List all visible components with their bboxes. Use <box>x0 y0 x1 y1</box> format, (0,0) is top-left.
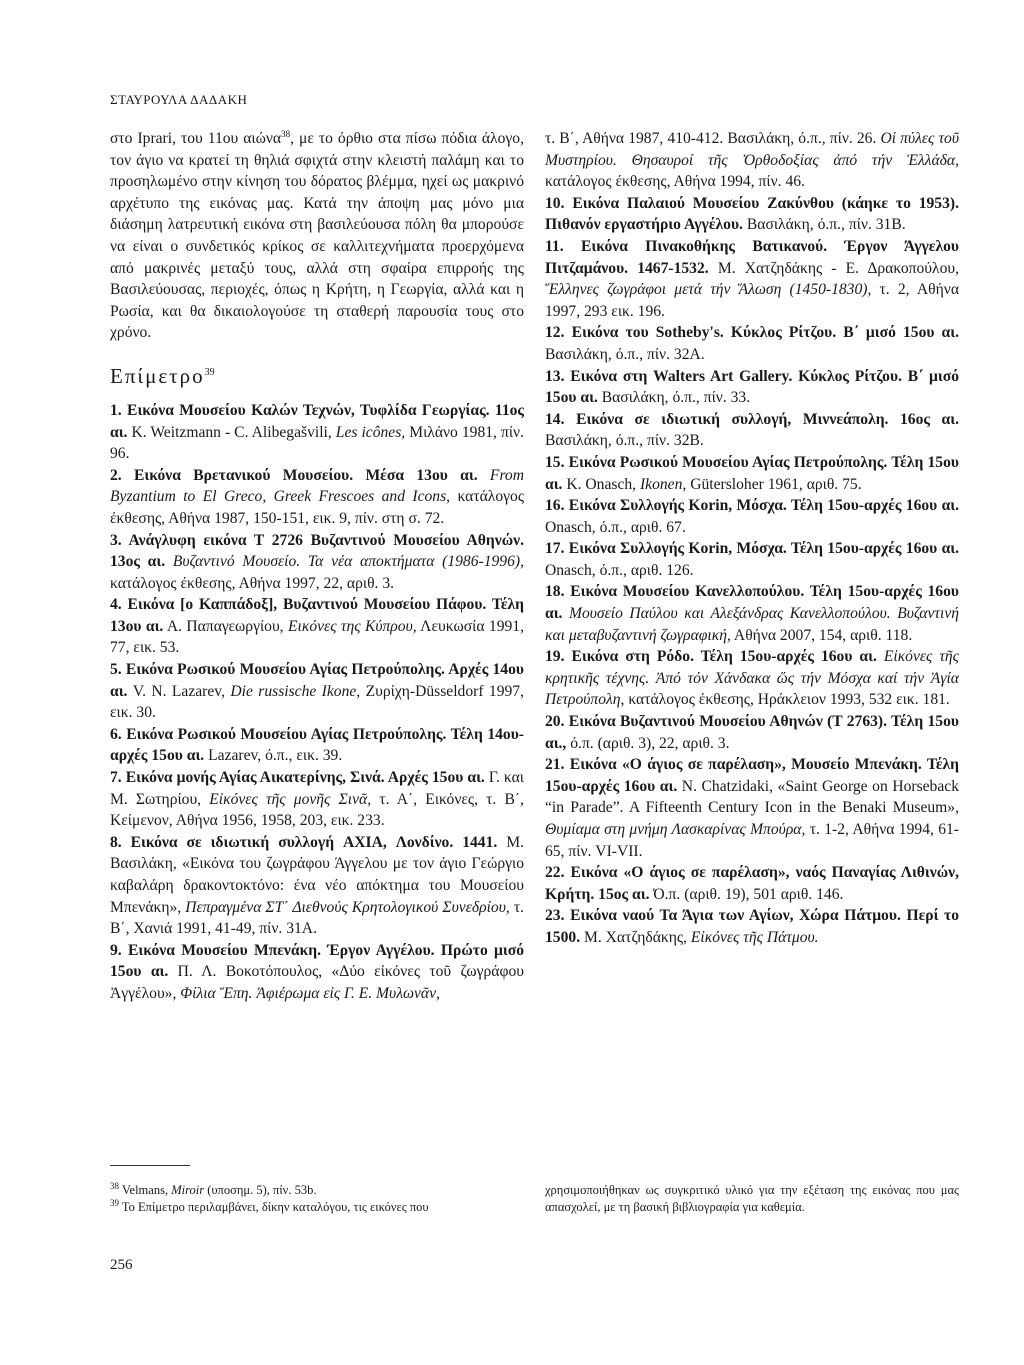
footnote-divider <box>110 1165 190 1166</box>
footnote-39-continued: χρησιμοποιήθηκαν ως συγκριτικό υλικό για την εξέταση της εικόνας που μας απασχολεί, με τη βασική βιβλιογραφία για καθεμία. <box>545 1183 959 1214</box>
entry-text: Ό.π. (αριθ. 19), 501 αριθ. 146. <box>649 885 844 903</box>
entry-text: Α. Παπαγεωργίου, <box>163 617 288 635</box>
catalogue-entry-7 <box>110 767 524 832</box>
catalogue-entry-10 <box>545 193 959 236</box>
entry-title: 5. Εικόνα Ρωσικού Μουσείου Αγίας Πετρούπολης. Αρχές 14ου αι. <box>110 661 524 700</box>
entry-work-title: Θυμίαμα στη μνήμη Λασκαρίνας Μπούρα, <box>545 821 806 838</box>
entry-text: Μ. Χατζηδάκης, <box>580 928 691 946</box>
entry-text: Μ. Χατζηδάκης - Ε. Δρακοπούλου, <box>708 259 960 277</box>
footnote-38 <box>110 1182 524 1199</box>
page-number: 256 <box>110 1257 133 1273</box>
entry-work-title: Ikonen, <box>639 475 687 493</box>
entry-title: 12. Εικόνα του Sotheby's. Κύκλος Ρίτζου. Β΄ μισό 15ου αι. <box>545 324 959 342</box>
entry-text: N. Chatzidaki, «Saint George on Horseback “in Parade”. A Fifteenth Century Icon in the Benaki Museum», <box>545 777 959 817</box>
entry-title: 1. Εικόνα Μουσείου Καλών Τεχνών, Τυφλίδα Γεωργίας. 11ος αι. <box>110 401 524 441</box>
footnote-ref-39[interactable]: 39 <box>204 366 215 378</box>
entry-tail: κατάλογος έκθεσης, Αθήνα 1994, πίν. 46. <box>545 173 805 191</box>
entry-title: 23. Εικόνα ναού Τα Άγια των Αγίων, Χώρα Πάτμου. Περί το 1500. <box>545 907 959 946</box>
section-heading-text: Επίμετρο <box>110 363 205 388</box>
entry-work-title: Ἕλληνες ζωγράφοι μετά τήν Ἅλωση (1450-1830), <box>545 281 872 299</box>
entry-title: 18. Εικόνα Μουσείου Κανελλοπούλου. Τέλη 15ου-αρχές 16ου αι. <box>545 583 959 623</box>
footnote-number: 39 <box>110 1197 119 1208</box>
entry-work-title: Μουσείο Παύλου και Αλεξάνδρας Κανελλοπούλου. Βυζαντινή και μεταβυζαντινή ζωγραφική, <box>545 605 959 644</box>
entry-work-title: Les icônes, <box>335 423 406 441</box>
catalogue-entry-18 <box>545 581 959 646</box>
entry-tail: τ. Β΄, Χανιά 1991, 41-49, πίν. 31Α. <box>110 898 524 938</box>
entry-work-title: Εἰκόνες τῆς κρητικῆς τέχνης. Ἀπό τόν Χάνδακα ὥς τήν Μόσχα καί τήν Ἁγία Πετρούπολη, <box>545 648 959 709</box>
entry-work-title: From Byzantium to El Greco, Greek Frescoes and Icons, <box>110 466 524 506</box>
entry-title: 14. Εικόνα σε ιδιωτική συλλογή, Μιννεάπολη. 16ος αι. <box>545 410 959 428</box>
entry-title: 2. Εικόνα Βρετανικού Μουσείου. Μέσα 13ου αι. <box>110 466 478 484</box>
entry-text: Onasch, ό.π., αριθ. 126. <box>545 561 694 579</box>
catalogue-entry-13 <box>545 366 959 409</box>
entry-work-title: Βυζαντινό Μουσείο. Τα νέα αποκτήματα (1986-1996), <box>172 553 524 571</box>
entry-title: 11. Εικόνα Πινακοθήκης Βατικανού. Έργον Άγγελου Πιτζαμάνου. 1467-1532. <box>545 237 959 277</box>
running-head: ΣΤΑΥΡΟΥΛΑ ΔΑΔΑΚΗ <box>110 92 248 107</box>
entry-title: 9. Εικόνα Μουσείου Μπενάκη. Έργον Αγγέλου. Πρώτο μισό 15ου αι. <box>110 941 524 981</box>
entry-text: Βασιλάκη, ό.π., πίν. 33. <box>597 389 751 407</box>
catalogue-entry-22 <box>545 862 959 905</box>
footnotes-left <box>110 1182 524 1216</box>
entry-tail: Αθήνα 2007, 154, αριθ. 118. <box>730 626 913 644</box>
entry-tail: κατάλογος έκθεσης, Αθήνα 1987, 150-151, εικ. 9, πίν. στη σ. 72. <box>110 488 524 527</box>
left-column <box>110 128 524 1005</box>
entry-title: 4. Εικόνα [ο Καππάδοξ], Βυζαντινού Μουσείου Πάφου. Τέλη 13ου αι. <box>110 596 524 635</box>
entry-tail: Λευκωσία 1991, 77, εικ. 53. <box>110 617 524 657</box>
entry-text: Π. Λ. Βοκοτόπουλος, «Δύο εἰκόνες τοῦ ζωγράφου Ἀγγέλου», <box>110 963 524 1002</box>
entry-tail: τ. 2, Αθήνα 1997, 293 εικ. 196. <box>545 281 959 320</box>
catalogue-entry-15 <box>545 452 959 495</box>
intro-before-note: στο Iprari, του 11ου αιώνα <box>110 130 282 147</box>
catalogue-entry-5 <box>110 659 524 724</box>
catalogue-entry-16 <box>545 495 959 538</box>
entry-title: 17. Εικόνα Συλλογής Korin, Μόσχα. Τέλη 15ου-αρχές 16ου αι. <box>545 540 959 558</box>
catalogue-entry-8 <box>110 832 524 940</box>
entry-title: 19. Εικόνα στη Ρόδο. Τέλη 15ου-αρχές 16ου αι. <box>545 648 877 666</box>
entry-work-title: Εἰκόνες τῆς Πάτμου. <box>690 928 819 946</box>
footnote-text: Velmans, <box>119 1183 172 1197</box>
entry-text <box>478 467 490 484</box>
entry-tail: Ζυρίχη-Düsseldorf 1997, εικ. 30. <box>110 682 524 722</box>
catalogue-entry-1 <box>110 400 524 465</box>
catalogue-entry-3 <box>110 530 524 595</box>
intro-after-note: , με το όρθιο στα πίσω πόδια άλογο, τον άγιο να κρατεί τη θηλιά σφιχτά στην κλειστή παλάμη και το προσηλωμένο στην κίνηση του δόρατος βλέμμα, ηχεί ως μακρινό αρχέτυπο της εικόνας μας. Κατά την άποψη μας μόνο μια διάσημη λατρευτική εικόνα στη βασιλεύουσα πόλη θα μπορούσε να είναι ο συνδετικός κρίκος σε καλλιτεχνήματα προερχόμενα από μακρινές μεταξύ τους, αλλά στη σφαίρα επιρροής της Βασιλεύουσας, περιοχές, όπως η Κρήτη, η Γεωργία, αλλά και η Ρωσία, και θα δικαιολογούσε τη σταθερή παρουσία τους στο χρόνο. <box>110 130 524 342</box>
catalogue-entry-6 <box>110 724 524 767</box>
intro-paragraph <box>110 128 524 344</box>
entry-text: Βασιλάκη, ό.π., πίν. 31Β. <box>742 216 906 234</box>
entry-text: Μ. Βασιλάκη, «Εικόνα του ζωγράφου Άγγελου με τον άγιο Γεώργιο καβαλάρη δρακοντοκτόνο: ένα νέο απόκτημα του Μουσείου Μπενάκη», <box>110 833 524 916</box>
footnotes-right <box>545 1182 959 1216</box>
catalogue-entry-20 <box>545 711 959 754</box>
catalogue-entry-2 <box>110 465 524 530</box>
entry-tail: Gütersloher 1961, αριθ. 75. <box>686 475 862 493</box>
entry-tail: κατάλογος έκθεσης, Αθήνα 1997, 22, αριθ. 3. <box>110 574 395 592</box>
catalogue-entry-21 <box>545 754 959 862</box>
entry-work-title: Εικόνες της Κύπρου, <box>287 617 417 635</box>
entry-tail: κατάλογος έκθεσης, Ηράκλειον 1993, 532 εικ. 181. <box>624 691 950 709</box>
entry-title: 3. Ανάγλυφη εικόνα Τ 2726 Βυζαντινού Μουσείου Αθηνών. 13ος αι. <box>110 531 524 571</box>
entry-text <box>165 553 173 570</box>
catalogue-entry-12 <box>545 322 959 365</box>
entry-work-title: Φίλια Ἔπη. Ἀφιέρωμα εἰς Γ. Ε. Μυλωνᾶν, <box>180 984 440 1002</box>
entry-title: 16. Εικόνα Συλλογής Korin, Μόσχα. Τέλη 15ου-αρχές 16ου αι. <box>545 497 959 515</box>
footnote-ref-38[interactable]: 38 <box>281 128 291 139</box>
entry-text: K. Weitzmann - C. Alibegašvili, <box>127 423 336 441</box>
entry-tail: τ. 1-2, Αθήνα 1994, 61-65, πίν. VI-VII. <box>545 821 960 860</box>
footnote-39 <box>110 1199 524 1216</box>
footnote-work-title: Miroir <box>171 1183 205 1197</box>
catalogue-entry-11 <box>545 236 959 322</box>
entry-text: Onasch, ό.π., αριθ. 67. <box>545 518 686 536</box>
entry-text: τ. Β΄, Αθήνα 1987, 410-412. Βασιλάκη, ό.π., πίν. 26. <box>545 130 881 147</box>
entry-title: 22. Εικόνα «Ο άγιος σε παρέλαση», ναός Παναγίας Λιθινών, Κρήτη. 15ος αι. <box>545 864 959 903</box>
entry-title: 20. Εικόνα Βυζαντινού Μουσείου Αθηνών (Τ 2763). Τέλη 15ου αι., <box>545 713 959 752</box>
footnote-text: Το Επίμετρο περιλαμβάνει, δίκην καταλόγου, τις εικόνες που <box>119 1200 429 1214</box>
catalogue-entry-23 <box>545 905 959 948</box>
entry-text: Lazarev, ό.π., εικ. 39. <box>204 747 343 765</box>
entry-text: V. N. Lazarev, <box>127 682 231 700</box>
entry-work-title: Εἰκόνες τῆς μονῆς Σινᾶ, <box>209 790 372 808</box>
entry-work-title: Οἱ πύλες τοῦ Μυστηρίου. Θησαυροί τῆς Ὀρθοδοξίας ἀπό τήν Ἑλλάδα, <box>545 130 959 169</box>
entry-text: Βασιλάκη, ό.π., πίν. 32Β. <box>545 432 704 450</box>
catalogue-entry-19 <box>545 646 959 711</box>
footnote-number: 38 <box>110 1180 119 1191</box>
section-heading <box>110 364 524 388</box>
entry-tail: τ. Α΄, Εικόνες, τ. Β΄, Κείμενον, Αθήνα 1956, 1958, 203, εικ. 233. <box>110 790 524 830</box>
catalogue-entry-4 <box>110 594 524 659</box>
catalogue-entry-9-continued <box>545 128 959 193</box>
entry-text <box>877 648 884 665</box>
entry-text: K. Onasch, <box>562 475 640 493</box>
entry-title: 7. Εικόνα μονής Αγίας Αικατερίνης, Σινά. Αρχές 15ου αι. <box>110 769 485 787</box>
entry-text: Βασιλάκη, ό.π., πίν. 32Α. <box>545 345 705 363</box>
entry-tail: Μιλάνο 1981, πίν. 96. <box>110 423 524 463</box>
entry-title: 10. Εικόνα Παλαιού Μουσείου Ζακύνθου (κάηκε το 1953). Πιθανόν εργαστήριο Αγγέλου. <box>545 194 959 234</box>
entry-work-title: Die russische Ikone, <box>230 682 361 700</box>
catalogue-entry-9 <box>110 940 524 1005</box>
entry-work-title: Πεπραγμένα ΣΤ΄ Διεθνούς Κρητολογικού Συνεδρίου, <box>185 898 510 916</box>
catalogue-entry-14 <box>545 409 959 452</box>
entry-title: 6. Εικόνα Ρωσικού Μουσείου Αγίας Πετρούπολης. Τέλη 14ου-αρχές 15ου αι. <box>110 725 524 765</box>
entry-title: 15. Εικόνα Ρωσικού Μουσείου Αγίας Πετρούπολης. Τέλη 15ου αι. <box>545 453 959 493</box>
entry-title: 21. Εικόνα «Ο άγιος σε παρέλαση», Μουσείο Μπενάκη. Τέλη 15ου-αρχές 16ου αι. <box>545 756 959 795</box>
entry-title: 8. Εικόνα σε ιδιωτική συλλογή AXIA, Λονδίνο. 1441. <box>110 833 498 851</box>
footnote-text: (υποσημ. 5), πίν. 53b. <box>204 1183 317 1197</box>
right-column <box>545 128 959 949</box>
catalogue-entry-17 <box>545 538 959 581</box>
entry-text: Γ. και Μ. Σωτηρίου, <box>110 769 524 808</box>
entry-title: 13. Εικόνα στη Walters Art Gallery. Κύκλος Ρίτζου. Β΄ μισό 15ου αι. <box>545 367 959 407</box>
entry-text: ό.π. (αριθ. 3), 22, αριθ. 3. <box>566 734 730 752</box>
